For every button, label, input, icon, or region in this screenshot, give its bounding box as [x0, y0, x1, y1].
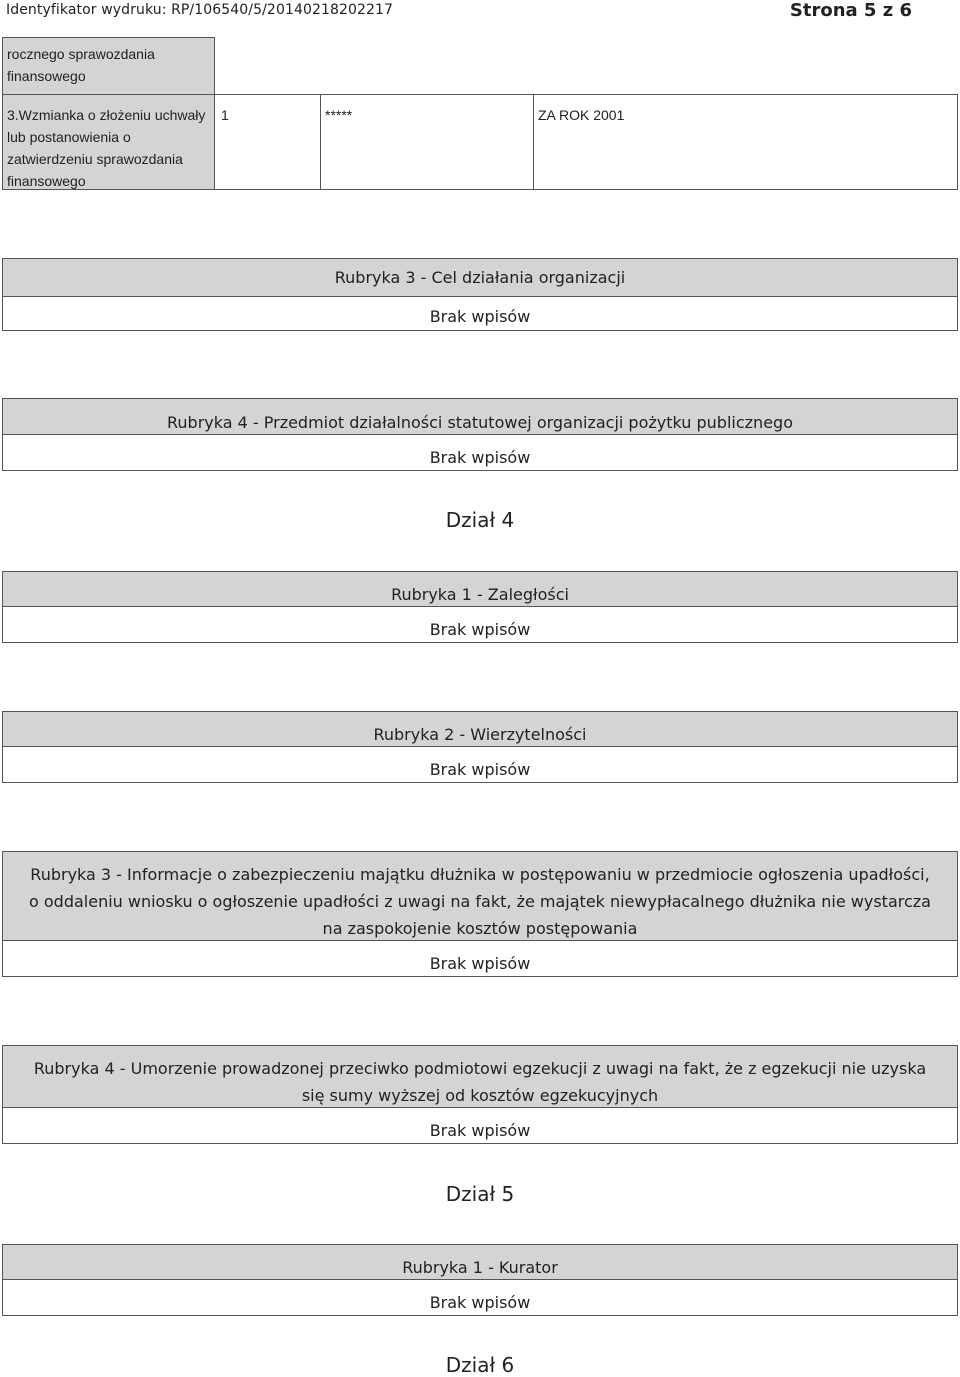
section-title: Rubryka 4 - Przedmiot działalności statutowej organizacji pożytku publicznego: [2, 398, 958, 435]
section-body: Brak wpisów: [2, 941, 958, 977]
table-cell-row3-label: 3.Wzmianka o złożeniu uchwały lub postanowienia o zatwierdzeniu sprawozdania finansowego: [2, 94, 215, 190]
section-title: Rubryka 1 - Kurator: [2, 1244, 958, 1280]
section-title: Rubryka 3 - Informacje o zabezpieczeniu majątku dłużnika w postępowaniu w przedmiocie ogłoszenia upadłości, o oddaleniu wniosku o ogłoszenie upadłości z uwagi na fakt, że majątek niewypłacalnego dłużnika nie wystarcza na zaspokojenie kosztów postępowania: [2, 851, 958, 941]
table-cell-row3-number: 1: [214, 94, 321, 190]
section-title: Rubryka 4 - Umorzenie prowadzonej przeciwko podmiotowi egzekucji z uwagi na fakt, że z egzekucji nie uzyska się sumy wyższej od kosztów egzekucyjnych: [2, 1045, 958, 1108]
section-title: Rubryka 2 - Wierzytelności: [2, 711, 958, 747]
dzial-heading: Dział 6: [445, 1353, 515, 1377]
page-number: Strona 5 z 6: [789, 0, 912, 21]
table-cell-row3-value: *****: [320, 94, 534, 190]
section-title: Rubryka 1 - Zaległości: [2, 571, 958, 607]
table-cell-prev-label: rocznego sprawozdania finansowego: [2, 37, 215, 95]
dzial-heading: Dział 4: [445, 508, 515, 532]
section-body: Brak wpisów: [2, 435, 958, 471]
section-body: Brak wpisów: [2, 297, 958, 331]
table-cell-row3-period: ZA ROK 2001: [533, 94, 958, 190]
dzial-heading: Dział 5: [445, 1182, 515, 1206]
section-title: Rubryka 3 - Cel działania organizacji: [2, 258, 958, 297]
print-identifier: Identyfikator wydruku: RP/106540/5/20140218202217: [6, 2, 394, 18]
section-body: Brak wpisów: [2, 1108, 958, 1144]
section-body: Brak wpisów: [2, 1280, 958, 1316]
section-body: Brak wpisów: [2, 747, 958, 783]
section-body: Brak wpisów: [2, 607, 958, 643]
